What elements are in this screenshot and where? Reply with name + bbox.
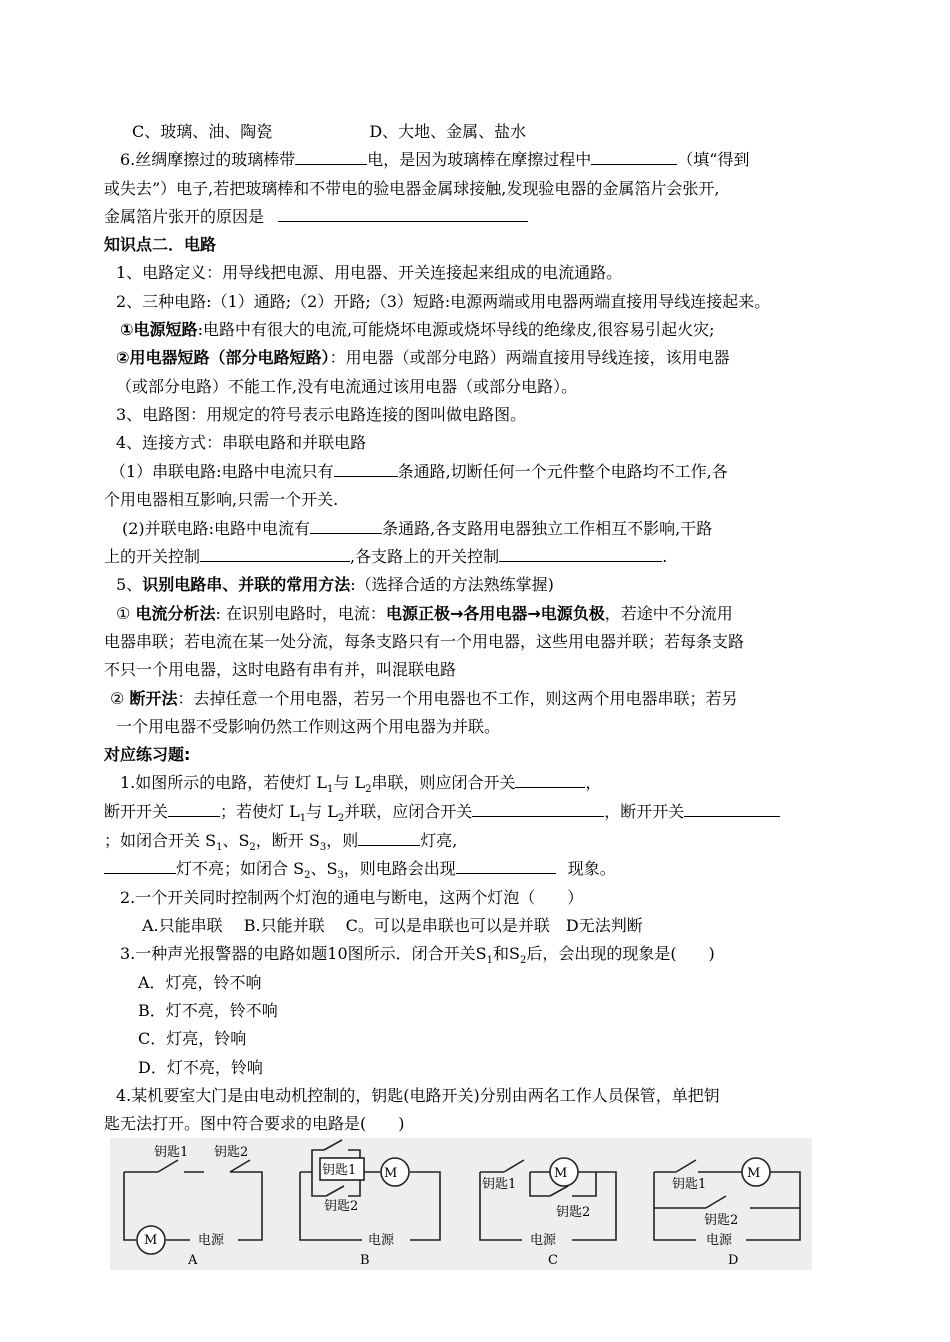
load-short-text: ：用电器（或部分电路）两端直接用导线连接，该用电器 bbox=[329, 348, 730, 367]
parallel-line2 bbox=[104, 546, 667, 568]
sub: 2 bbox=[249, 842, 256, 854]
key2-label: 钥匙2 bbox=[704, 1213, 739, 1228]
figure-label-b: B bbox=[360, 1253, 370, 1268]
sub: 3 bbox=[319, 842, 327, 854]
p1-k: 、S bbox=[222, 831, 250, 850]
identify-c: :（选择合适的方法熟练掌握) bbox=[350, 575, 554, 594]
sub: 1 bbox=[326, 784, 334, 796]
load-short-line2: （或部分电路）不能工作,没有电流通过该用电器（或部分电路）。 bbox=[116, 377, 578, 396]
p4-line1: 4.某机要室大门是由电动机控制的，钥匙(电路开关)分别由两名工作人员保管，单把钥 bbox=[116, 1086, 720, 1105]
key2-label: 钥匙2 bbox=[324, 1199, 359, 1214]
identify-methods bbox=[116, 574, 554, 596]
motor-symbol: M bbox=[554, 1166, 568, 1181]
circuit-figure bbox=[110, 1138, 812, 1270]
practice-title: 对应练习题: bbox=[104, 745, 191, 764]
p1-p: 、S bbox=[310, 859, 338, 878]
m1-d: 电源正极→各用电器→电源负极 bbox=[385, 604, 605, 623]
key1-label: 钥匙1 bbox=[322, 1163, 357, 1178]
p1-l: ，断开 S bbox=[255, 831, 320, 850]
parallel-line1 bbox=[122, 518, 712, 540]
m1-b: 电流分析法 bbox=[135, 604, 216, 623]
p1-o: 灯不亮；如闭合 S bbox=[176, 859, 305, 878]
source-short-label: ①电源短路 bbox=[120, 320, 198, 339]
series-line1 bbox=[110, 461, 728, 483]
blank[interactable] bbox=[358, 830, 420, 846]
p1-line2 bbox=[104, 801, 780, 830]
motor-symbol: M bbox=[747, 1166, 761, 1181]
parallel-a: (2)并联电路:电路中电流有 bbox=[122, 519, 311, 538]
blank[interactable] bbox=[456, 858, 556, 874]
p3-q2: 和S bbox=[492, 944, 520, 963]
identify-b: 识别电路串、并联的常用方法 bbox=[142, 575, 351, 594]
p2-question: 2.一个开关同时控制两个灯泡的通电与断电，这两个灯泡（ ） bbox=[120, 888, 584, 907]
sub: 1 bbox=[299, 813, 307, 825]
p3-option-c: C．灯亮，铃响 bbox=[138, 1029, 247, 1048]
blank[interactable] bbox=[278, 206, 528, 222]
parallel-c: 上的开关控制 bbox=[104, 547, 201, 566]
blank[interactable] bbox=[200, 546, 350, 562]
q5-options bbox=[104, 121, 526, 143]
series-b: 条通路,切断任何一个元件整个电路均不工作,各 bbox=[397, 462, 728, 481]
p3-option-d: D．灯不亮，铃响 bbox=[138, 1058, 263, 1077]
three-circuits: 2、三种电路:（1）通路;（2）开路;（3）短路:电源两端或用电器两端直接用导线连接起来。 bbox=[116, 292, 771, 311]
section-title: 知识点二．电路 bbox=[104, 235, 217, 254]
method1-line3: 不只一个用电器，这时电路有串有并，叫混联电路 bbox=[104, 660, 457, 679]
load-short bbox=[116, 347, 730, 369]
p3-option-a: A．灯亮，铃不响 bbox=[138, 973, 262, 992]
key2-label: 钥匙2 bbox=[214, 1145, 249, 1160]
p1-a: 1.如图所示的电路，若使灯 L bbox=[120, 773, 327, 792]
series-line2: 个用电器相互影响,只需一个开关. bbox=[104, 490, 339, 509]
key1-label: 钥匙1 bbox=[482, 1177, 517, 1192]
m1-c: : 在识别电路时，电流： bbox=[215, 604, 386, 623]
q6-text-a: 6.丝绸摩擦过的玻璃棒带 bbox=[120, 150, 296, 169]
q6-text-b: 电，是因为玻璃棒在摩擦过程中 bbox=[367, 150, 592, 169]
p1-r: 现象。 bbox=[567, 859, 616, 878]
load-short-label: ②用电器短路（部分电路短路） bbox=[116, 348, 330, 367]
connection: 4、连接方式：串联电路和并联电路 bbox=[116, 433, 367, 452]
figure-label-d: D bbox=[728, 1253, 739, 1268]
q6-line1 bbox=[120, 149, 749, 171]
p3-question bbox=[120, 943, 715, 972]
source-label: 电源 bbox=[368, 1233, 395, 1248]
m2-b: 断开法 bbox=[129, 689, 178, 708]
method2-line2: 一个用电器不受影响仍然工作则这两个用电器为并联。 bbox=[116, 717, 501, 736]
p1-line3 bbox=[104, 830, 457, 859]
key1-label: 钥匙1 bbox=[672, 1177, 707, 1192]
method1-line2: 电器串联；若电流在某一处分流，每条支路只有一个用电器，这些用电器并联；若每条支路 bbox=[104, 632, 745, 651]
series-a: （1）串联电路:电路中电流只有 bbox=[110, 462, 334, 481]
p3-q3: 后，会出现的现象是( ) bbox=[526, 944, 715, 963]
blank[interactable] bbox=[104, 858, 176, 874]
diagram-def: 3、电路图：用规定的符号表示电路连接的图叫做电路图。 bbox=[116, 405, 527, 424]
method2-line1 bbox=[110, 688, 737, 710]
motor-symbol: M bbox=[144, 1233, 158, 1248]
option-d: D、大地、金属、盐水 bbox=[369, 122, 527, 141]
definition: 1、电路定义：用导线把电源、用电器、开关连接起来组成的电流通路。 bbox=[116, 263, 623, 282]
p1-c: 串联，则应闭合开关 bbox=[371, 773, 516, 792]
key1-label: 钥匙1 bbox=[154, 1145, 189, 1160]
blank[interactable] bbox=[310, 518, 382, 534]
p1-j: ；如闭合开关 S bbox=[104, 831, 217, 850]
p1-d: ， bbox=[585, 773, 602, 792]
figure-label-a: A bbox=[188, 1253, 198, 1268]
p1-e: 断开开关 bbox=[104, 802, 169, 821]
p1-line4 bbox=[104, 858, 616, 887]
sub: 3 bbox=[337, 870, 344, 882]
p1-i: ，断开开关 bbox=[604, 802, 685, 821]
m2-a: ② bbox=[110, 689, 130, 708]
blank[interactable] bbox=[168, 801, 220, 817]
parallel-d: ,各支路上的开关控制 bbox=[350, 547, 500, 566]
p1-q: ，则电路会出现 bbox=[343, 859, 456, 878]
sub: 2 bbox=[365, 784, 372, 796]
blank[interactable] bbox=[334, 461, 398, 477]
q6-text-d: 金属箔片张开的原因是 bbox=[104, 207, 265, 226]
motor-symbol: M bbox=[384, 1166, 398, 1181]
blank[interactable] bbox=[684, 801, 780, 817]
source-short-text: :电路中有很大的电流,可能烧坏电源或烧坏导线的绝缘皮,很容易引起火灾; bbox=[197, 320, 715, 339]
p1-n: 灯亮, bbox=[420, 831, 458, 850]
p3-option-b: B．灯不亮，铃不响 bbox=[138, 1001, 278, 1020]
blank[interactable] bbox=[499, 546, 662, 562]
p1-g: 与 L bbox=[306, 802, 338, 821]
sub: 2 bbox=[337, 813, 345, 825]
q6-text-c: （填“得到 bbox=[677, 150, 750, 169]
p2-options: A.只能串联 B.只能并联 C。可以是串联也可以是并联 D无法判断 bbox=[142, 916, 643, 935]
p1-b: 与 L bbox=[333, 773, 366, 792]
parallel-b: 条通路,各支路用电器独立工作相互不影响,干路 bbox=[382, 519, 713, 538]
blank[interactable] bbox=[515, 772, 585, 788]
source-label: 电源 bbox=[198, 1233, 225, 1248]
source-label: 电源 bbox=[706, 1233, 733, 1248]
sub: 1 bbox=[216, 842, 223, 854]
p1-m: ，则 bbox=[326, 831, 359, 850]
m1-a: ① bbox=[116, 604, 136, 623]
blank[interactable] bbox=[591, 149, 677, 165]
p1-f: ；若使灯 L bbox=[220, 802, 300, 821]
blank[interactable] bbox=[295, 149, 367, 165]
q6-line2: 或失去”）电子,若把玻璃棒和不带电的验电器金属球接触,发现验电器的金属箔片会张开, bbox=[104, 179, 720, 198]
source-short bbox=[120, 319, 715, 341]
p3-q: 3.一种声光报警器的电路如题10图所示．闭合开关S bbox=[120, 944, 487, 963]
identify-a: 5、 bbox=[116, 575, 143, 594]
parallel-e: . bbox=[662, 547, 668, 566]
p1-h: 并联，应闭合开关 bbox=[344, 802, 473, 821]
q6-line3 bbox=[104, 206, 528, 228]
sub: 1 bbox=[486, 955, 493, 967]
key2-label: 钥匙2 bbox=[556, 1205, 591, 1220]
p4-line2: 匙无法打开。图中符合要求的电路是( ) bbox=[104, 1114, 405, 1133]
sub: 2 bbox=[304, 870, 311, 882]
m1-e: ，若途中不分流用 bbox=[604, 604, 733, 623]
option-c: C、玻璃、油、陶瓷 bbox=[132, 122, 273, 141]
p1-line1 bbox=[120, 772, 601, 801]
sub: 2 bbox=[519, 955, 527, 967]
m2-c: ：去掉任意一个用电器，若另一个用电器也不工作，则这两个用电器串联；若另 bbox=[177, 689, 738, 708]
blank[interactable] bbox=[472, 801, 604, 817]
figure-label-c: C bbox=[548, 1253, 558, 1268]
method1-line1 bbox=[116, 603, 733, 625]
source-label: 电源 bbox=[530, 1233, 557, 1248]
